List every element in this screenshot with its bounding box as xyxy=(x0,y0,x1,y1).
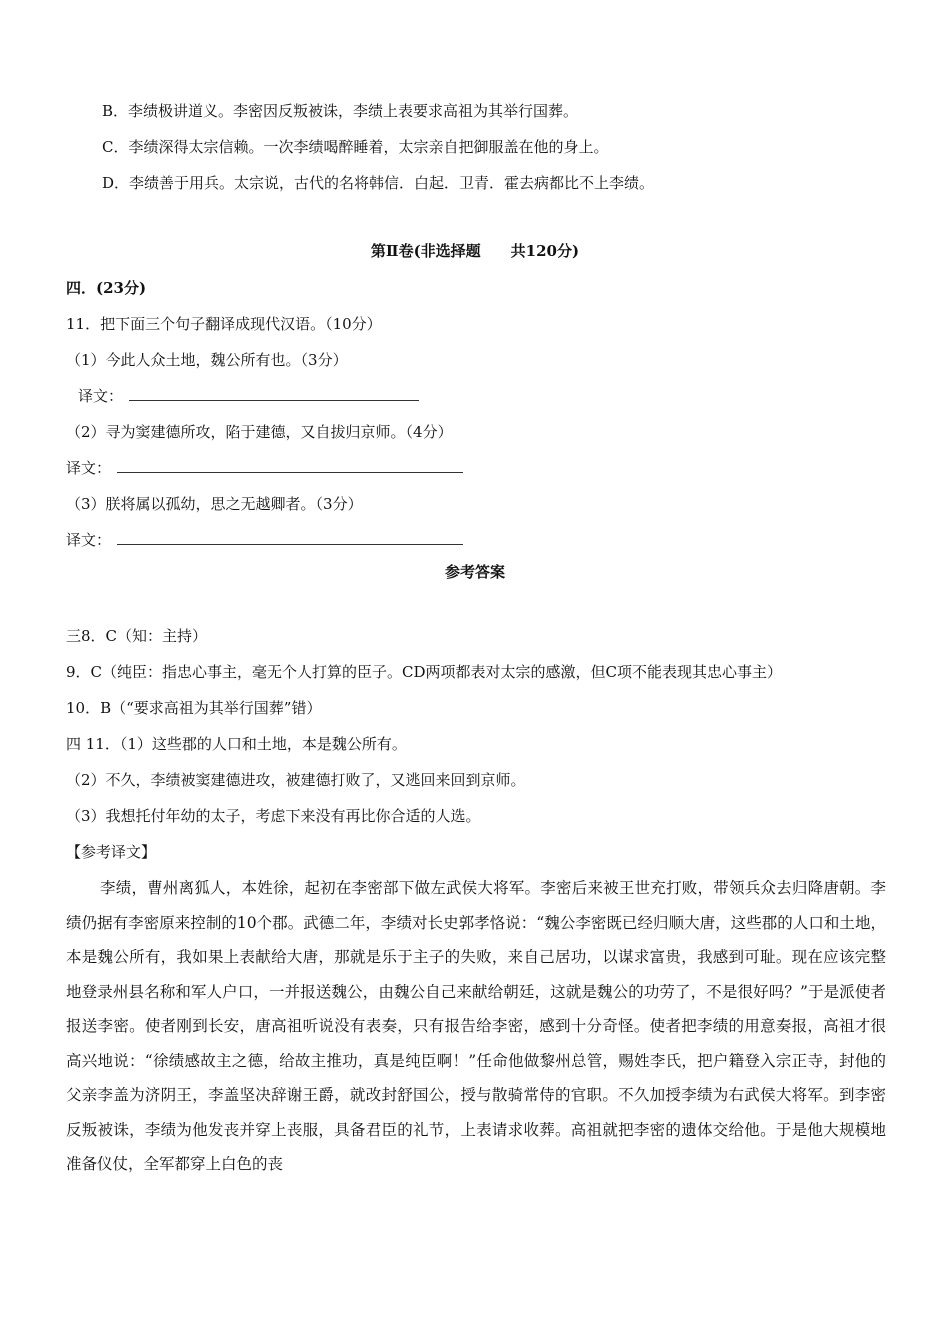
sentence-3: （3）朕将属以孤幼，思之无越卿者。（3分） xyxy=(66,495,363,513)
answers-title: 参考答案 xyxy=(444,563,505,581)
sentence-1: （1）今此人众土地，魏公所有也。（3分） xyxy=(66,351,348,369)
section-title: 第Ⅱ卷(非选择题 共120分) xyxy=(370,242,580,260)
translation-line-3 xyxy=(66,530,463,550)
answer-10: 10．B（“要求高祖为其举行国葬”错） xyxy=(66,699,322,717)
option-c: C．李绩深得太宗信赖。一次李绩喝醉睡着，太宗亲自把御服盖在他的身上。 xyxy=(102,138,609,156)
option-d: D．李绩善于用兵。太宗说，古代的名将韩信．白起．卫青．霍去病都比不上李绩。 xyxy=(102,174,655,192)
translation-label: 译文： xyxy=(66,531,112,549)
translation-line-1 xyxy=(78,386,419,406)
answer-blank xyxy=(117,530,463,545)
sentence-2: （2）寻为窦建德所攻，陷于建德，又自拔归京师。（4分） xyxy=(66,423,453,441)
reference-heading: 【参考译文】 xyxy=(66,843,157,861)
answer-11-2: （2）不久，李绩被窦建德进攻，被建德打败了，又逃回来回到京师。 xyxy=(66,771,526,789)
translation-label: 译文： xyxy=(66,459,112,477)
answer-9: 9．C（纯臣：指忠心事主，毫无个人打算的臣子。CD两项都表对太宗的感激，但C项不能表现其忠心事主） xyxy=(66,663,783,681)
reference-translation: 李绩，曹州离狐人，本姓徐，起初在李密部下做左武侯大将军。李密后来被王世充打败，带领兵众去归降唐朝。李绩仍据有李密原来控制的10个郡。武德二年，李绩对长史郭孝恪说：“魏公李密既已经归顺大唐，这些郡的人口和土地，本是魏公所有，我如果上表献给大唐，那就是乐于主子的失败，来自己居功，以谋求富贵，我感到可耻。现在应该完整地登录州县名称和军人户口，一并报送魏公，由魏公自己来献给朝廷，这就是魏公的功劳了，不是很好吗？”于是派使者报送李密。使者刚到长安，唐高祖听说没有表奏，只有报告给李密，感到十分奇怪。使者把李绩的用意奏报，高祖才很高兴地说：“徐绩感故主之德，给故主推功，真是纯臣啊！”任命他做黎州总管，赐姓李氏，把户籍登入宗正寺，封他的父亲李盖为济阴王，李盖坚决辞谢王爵，就改封舒国公，授与散骑常侍的官职。不久加授李绩为右武侯大将军。到李密反叛被诛，李绩为他发丧并穿上丧服，具备君臣的礼节，上表请求收葬。高祖就把李密的遗体交给他。于是他大规模地准备仪仗，全军都穿上白色的丧 xyxy=(66,879,886,1173)
translation-line-2 xyxy=(66,458,463,478)
answer-11-1: 四 11．（1）这些郡的人口和土地，本是魏公所有。 xyxy=(66,735,407,753)
question-11: 11．把下面三个句子翻译成现代汉语。（10分） xyxy=(66,315,382,333)
answer-blank xyxy=(129,386,419,401)
translation-label: 译文： xyxy=(78,387,124,405)
answer-8: 三8．C（知：主持） xyxy=(66,627,208,645)
answer-11-3: （3）我想托付年幼的太子，考虑下来没有再比你合适的人选。 xyxy=(66,807,481,825)
part-heading: 四．(23分) xyxy=(66,279,147,297)
option-b: B．李绩极讲道义。李密因反叛被诛，李绩上表要求高祖为其举行国葬。 xyxy=(102,102,579,120)
answer-blank xyxy=(117,458,463,473)
